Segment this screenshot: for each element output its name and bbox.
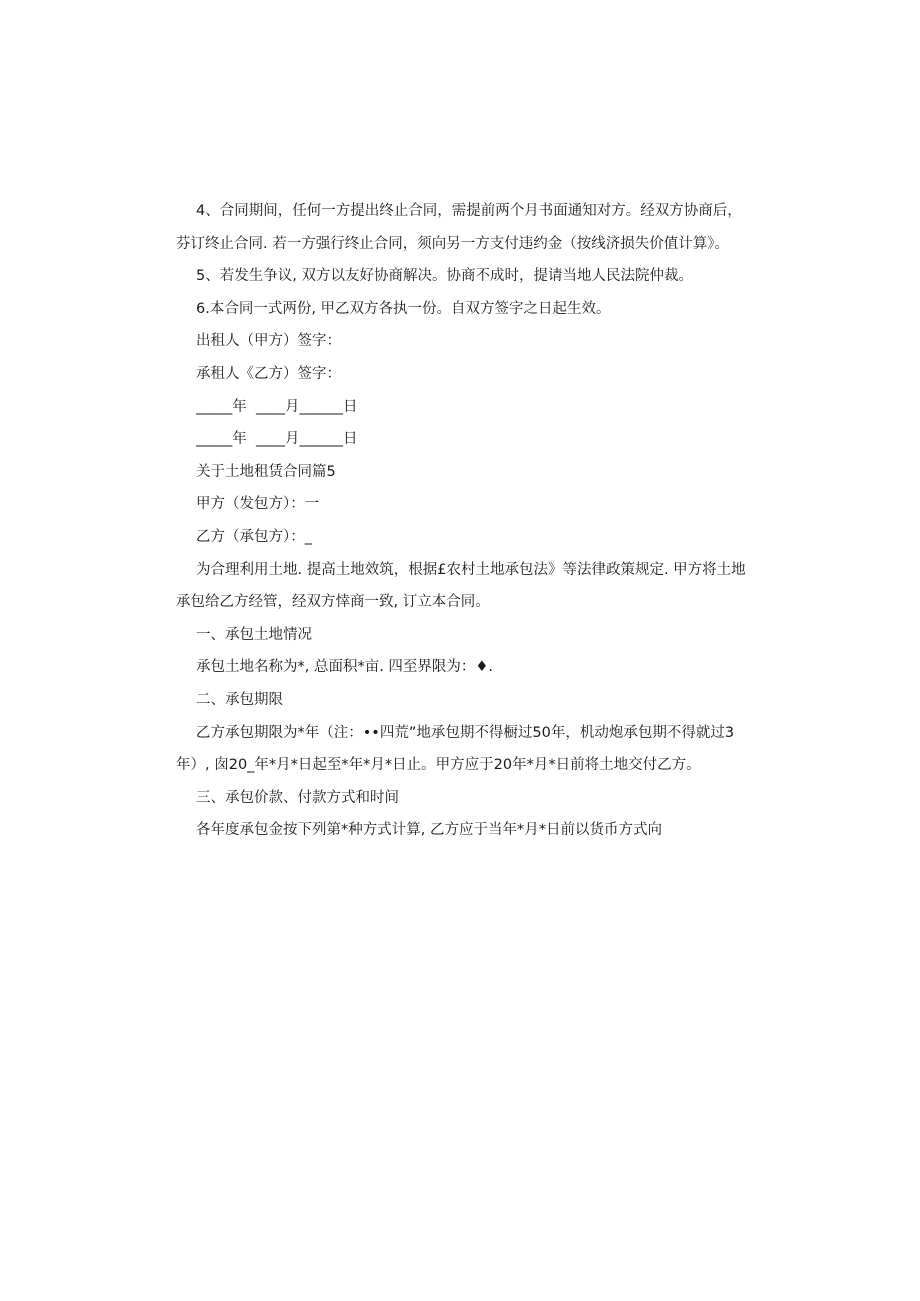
paragraph-clause-5: 5、若发生争议, 双方以友好协商解决。协商不成时，提请当地人民法院仲裁。 <box>196 268 693 285</box>
paragraph-preamble: 为合理利用土地. 提高土地效筑，根据£农村土地承包法》等法律政策规定. 甲方将土地承包给乙方经管，经双方悻商一致, 订立本合同。 <box>176 561 746 611</box>
heading-land-info: 一、承包土地情况 <box>196 626 312 643</box>
paragraph-land-info: 承包土地名称为*, 总面积*亩. 四至界限为：♦. <box>196 659 494 676</box>
party-a-line: 甲方（发包方）：一 <box>196 496 320 513</box>
lessor-signature-line: 出租人（甲方）签字： <box>196 333 341 350</box>
heading-payment: 三、承包价款、付款方式和时间 <box>196 789 399 806</box>
paragraph-clause-6: 6.本合同一式两份, 甲乙双方各执一份。自双方签字之日起生效。 <box>196 300 611 317</box>
paragraph-payment: 各年度承包金按下列第*种方式计算, 乙方应于当年*月*日前以货币方式向 <box>196 822 662 839</box>
date-line-1: _____年 ____月______日 <box>196 398 358 415</box>
section-title: 关于土地租赁合同篇5 <box>196 463 336 480</box>
date-line-2: _____年 ____月______日 <box>196 431 358 448</box>
paragraph-clause-4: 4、合同期间，任何一方提出终止合同，需提前两个月书面通知对方。经双方协商后，芬订终止合同. 若一方强行终止合同，须向另一方支付违约金（按线济损失价值计算》。 <box>176 203 742 252</box>
lessee-signature-line: 承租人《乙方）签字： <box>196 365 341 382</box>
paragraph-term: 乙方承包期限为*年（注：••四荒”地承包期不得橱过50年，机动炮承包期不得就过3年）, 囱20_年*月*日起至*年*月*日止。甲方应于20年*月*日前将土地交付乙方。 <box>176 724 735 774</box>
document-body <box>176 195 746 847</box>
heading-term: 二、承包期限 <box>196 691 283 708</box>
party-b-line: 乙方（承包方）：_ <box>196 528 312 545</box>
